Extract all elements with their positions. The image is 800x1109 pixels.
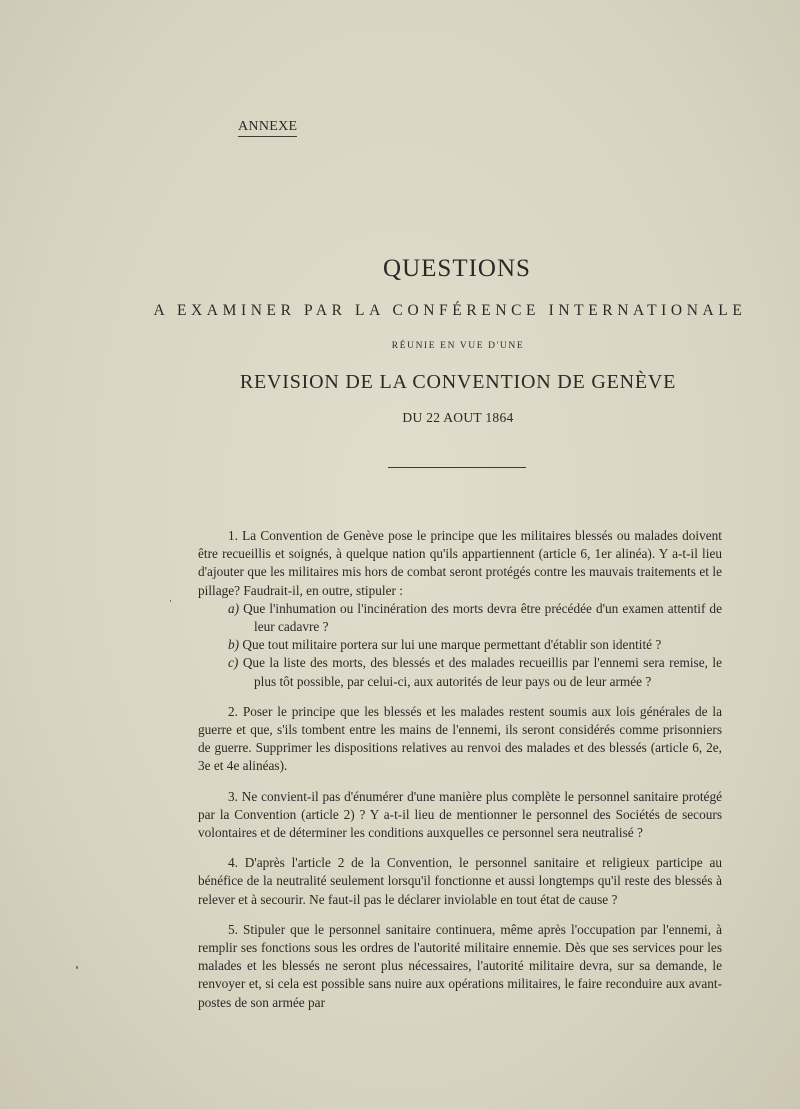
question-1-item-a [198, 600, 722, 636]
paper-speck [170, 600, 171, 602]
question-1: 1. La Convention de Genève pose le principe que les militaires blessés ou malades doivent être recueillis et soignés, à quelque nation qu'ils appartiennent (article 6, 1er alinéa). Y a-t-il lieu d'ajouter que les militaires mis hors de combat seront protégés contre les mauvais traitements et le pillage? Faudrait-il, en outre, stipuler : [198, 528, 722, 598]
document-revision-title: REVISION DE LA CONVENTION DE GENÈVE [239, 371, 677, 393]
item-label: a) [228, 600, 240, 616]
question-1-item-c [198, 654, 722, 690]
questions-body [198, 527, 722, 1012]
question-4: 4. D'après l'article 2 de la Convention, le personnel sanitaire et religieux participe au bénéfice de la neutralité seulement lorsqu'il fonctionne et aussi longtemps qu'il reste des blessés à relever et à secourir. Ne faut-il pas le déclarer inviolable en tout état de cause ? [198, 855, 722, 907]
item-text: Que l'inhumation ou l'incinération des morts devra être précédée d'un examen attentif de leur cadavre ? [243, 600, 722, 635]
question-3: 3. Ne convient-il pas d'énumérer d'une manière plus complète le personnel sanitaire protégé par la Convention (article 2) ? Y a-t-il lieu de mentionner le personnel des Sociétés de secours volontaires et de déterminer les conditions auxquelles ce personnel sera neutralisé ? [198, 788, 722, 841]
item-label: c) [228, 655, 239, 671]
divider-rule [388, 467, 526, 468]
item-text: Que tout militaire portera sur lui une marque permettant d'établir son identité ? [242, 637, 662, 653]
document-date: DU 22 AOUT 1864 [402, 410, 514, 425]
document-subtitle-small: RÉUNIE EN VUE D'UNE [391, 341, 525, 351]
annexe-heading: ANNEXE [238, 119, 297, 137]
item-text: Que la liste des morts, des blessés et des malades recueillis par l'ennemi sera remise, le plus tôt possible, par celui-ci, aux autorités de leur pays ou de leur armée ? [242, 655, 722, 689]
document-title: QUESTIONS [383, 255, 531, 282]
item-label: b) [228, 637, 240, 653]
paper-speck [76, 966, 78, 969]
question-2: 2. Poser le principe que les blessés et les malades restent soumis aux lois générales de la guerre et que, s'ils tombent entre les mains de l'ennemi, ils seront considérés comme prisonniers de guerre. Supprimer les dispositions relatives au renvoi des malades et des blessés (article 6, 2e, 3e et 4e alinéas). [198, 703, 722, 774]
question-5: 5. Stipuler que le personnel sanitaire continuera, même après l'occupation par l'ennemi, à remplir ses fonctions sous les ordres de l'autorité militaire ennemie. Dès que ses services pour les malades et les blessés ne seront plus nécessaires, l'autorité militaire devra, sur sa demande, le renvoyer et, si cela est possible sans nuire aux opérations militaires, le faire reconduire aux avant-postes de son armée par [198, 921, 722, 1010]
document-subtitle: A EXAMINER PAR LA CONFÉRENCE INTERNATIONALE [153, 302, 747, 319]
question-1-item-b [198, 636, 722, 654]
